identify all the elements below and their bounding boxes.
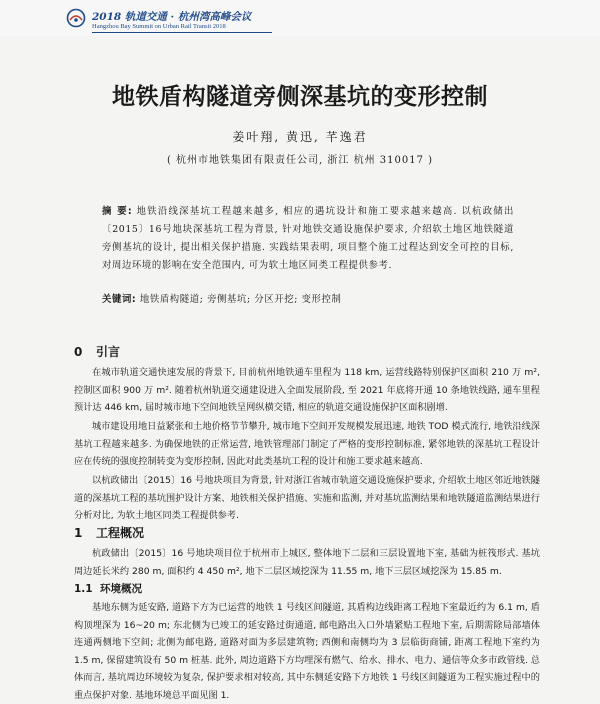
- conference-title-cn: 2018 轨道交通 · 杭州湾高峰会议: [92, 11, 252, 23]
- keywords: [102, 291, 522, 305]
- header-divider: [92, 32, 272, 33]
- section-number: 1: [74, 526, 83, 540]
- paper-title: 地铁盾构隧道旁侧深基坑的变形控制: [112, 84, 488, 110]
- subsection-heading-environment: [74, 581, 142, 596]
- paper-authors: 姜叶翔, 黄迅, 芊逸君: [232, 130, 368, 144]
- conference-title-en: Hangzhou Bay Summit on Urban Rail Transit 2018: [92, 23, 226, 30]
- keywords-label: 关键词:: [102, 294, 137, 305]
- paragraph: 在城市轨道交通快速发展的背景下, 目前杭州地铁通车里程为 118 km, 运营线路特别保护区面积 210 万 m², 控制区面积 900 万 m². 随着杭州轨道交通建设进入全面发展阶段, 至 2021 年底将开通 10 条地铁线路, 通车里程预计达 446 km, 届时城市地下空间地铁呈网纵横交错, 相应的轨道交通设施保护区面积剧增.: [74, 367, 540, 413]
- section-title: 引言: [96, 345, 121, 359]
- conference-logo-icon: [66, 8, 86, 28]
- paragraph: 城市建设用地日益紧张和土地价格节节攀升, 城市地下空间开发规模发展迅速, 地铁 TOD 模式流行, 地铁沿线深基坑工程越来越多. 为确保地铁的正常运营, 地铁管理部门制定了严格的变形控制标准, 紧邻地铁的深基坑工程设计应在传统的强度控制转变为变形控制, 因此对此类基坑工程的设计和施工要求越来越高.: [74, 421, 540, 467]
- section-heading-introduction: [74, 343, 120, 360]
- abstract: [102, 203, 514, 275]
- conference-header: [0, 0, 600, 36]
- subsection-title: 环境概况: [100, 583, 142, 595]
- paper-affiliation: ( 杭州市地铁集团有限责任公司, 浙江 杭州 310017 ): [166, 155, 434, 166]
- paragraph: 基地东侧为延安路, 道路下方为已运营的地铁 1 号线区间隧道, 其盾构边线距离工程地下室最近约为 6.1 m, 盾构顶埋深为 16~20 m; 东北侧为已竣工的延安路过街通道, 邮电路出入口外墙紧贴工程地下室, 后期需除局部墙体连通两侧地下空间; 北侧为邮电路, 道路对面为多层建筑物; 西侧和南侧均为 3 层临街商铺, 距离工程地下室约为 1.5 m, 保留建筑设有 50 m 桩基. 此外, 周边道路下方均埋深有燃气、给水、排水、电力、通信等众多市政管线. 总体而言, 基坑周边环境较为复杂, 保护要求相对较高, 其中东侧延安路下方地铁 1 号线区间隧道为工程实施过程中的重点保护对象. 基地环境总平面见图 1.: [74, 602, 540, 701]
- section-number: 0: [74, 345, 83, 359]
- abstract-text: 地铁沿线深基坑工程越来越多, 相应的遇坑设计和施工要求越来越高. 以杭政储出〔2015〕16号地块深基坑工程为背景, 针对地铁交通设施保护要求, 介绍软土地区地铁隧道旁侧基坑的设计, 提出相关保护措施. 实践结果表明, 项目整个施工过程达到安全可控的目标, 对周边环境的影响在安全范围内, 可为软土地区同类工程提供参考.: [102, 206, 514, 271]
- subsection-number: 1.1: [74, 583, 93, 595]
- section-title: 工程概况: [96, 526, 145, 540]
- paragraph: 以杭政储出〔2015〕16 号地块项目为背景, 针对浙江省城市轨道交通设施保护要求, 介绍软土地区邻近地铁隧道的深基坑工程的基坑围护设计方案、地铁相关保护措施、实施和监测, 并对基坑监测结果和地铁隧道监测结果进行分析对比, 为软土地区同类工程提供参考.: [74, 475, 540, 521]
- abstract-label: 摘 要:: [102, 206, 133, 217]
- section-heading-project-overview: [74, 524, 144, 541]
- paragraph: 杭政储出〔2015〕16 号地块项目位于杭州市上城区, 整体地下二层和三层设置地下室, 基础为桩筏形式. 基坑周边延长米约 280 m, 面积约 4 450 m², 地下二层区域挖深为 11.55 m, 地下三层区域挖深为 15.85 m.: [74, 548, 540, 577]
- keywords-text: 地铁盾构隧道; 旁侧基坑; 分区开挖; 变形控制: [139, 294, 342, 305]
